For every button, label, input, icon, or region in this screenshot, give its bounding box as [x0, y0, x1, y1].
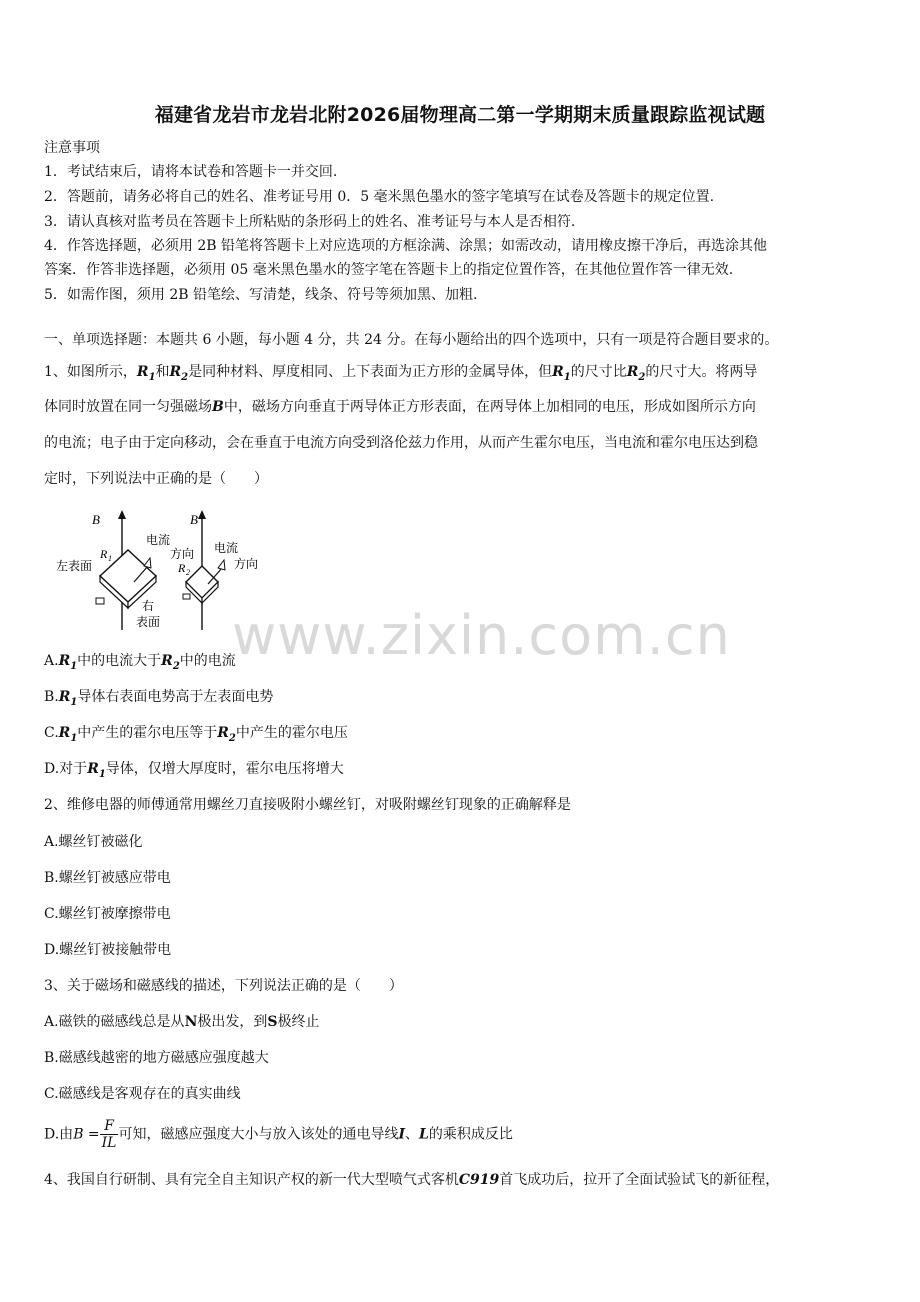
- notice-item: 1．考试结束后，请将本试卷和答题卡一并交回.: [44, 164, 338, 180]
- formula-lhs: B =: [73, 1126, 100, 1143]
- notice-heading: 注意事项: [44, 140, 100, 156]
- symbol-r1: $R_1$: [87, 761, 106, 780]
- q2-option-c: C.螺丝钉被摩擦带电: [44, 906, 171, 922]
- q1-text: 中，磁场方向垂直于两导体正方形表面，在两导体上加相同的电压，形成如图所示方向: [223, 399, 756, 415]
- q1-text: 和: [155, 364, 170, 380]
- label-surface: 表面: [136, 615, 161, 629]
- notice-item: 3．请认真核对监考员在答题卡上所粘贴的条形码上的姓名、准考证号与本人是否相符.: [44, 214, 576, 230]
- q1-text: 体同时放置在同一匀强磁场: [44, 399, 212, 415]
- q2-option-d: D.螺丝钉被接触带电: [44, 942, 172, 958]
- q1-option-a: $A.R_1$中的电流大于$R_2$中的电流: [44, 653, 236, 672]
- q3-option-c: C.磁感线是客观存在的真实曲线: [44, 1086, 241, 1102]
- label-direction: 方向: [234, 557, 259, 571]
- symbol-r1: $R_1$: [58, 689, 78, 708]
- notice-item: 4．作答选择题，必须用 2B 铅笔将答题卡上对应选项的方框涂满、涂黑；如需改动，请用橡皮擦干净后，再选涂其他: [44, 238, 767, 254]
- question-1-line: 的电流；电子由于定向移动，会在垂直于电流方向受到洛伦兹力作用，从而产生霍尔电压，当电流和霍尔电压达到稳: [44, 435, 758, 451]
- symbol-r1: $R_1$: [136, 364, 156, 383]
- question-1-line: [44, 397, 756, 417]
- symbol-r2: $R_2$: [626, 364, 646, 383]
- q1-text: 是同种材料、厚度相同、上下表面为正方形的金属导体，但: [188, 364, 553, 380]
- q3-option-a: A.磁铁的磁感线总是从N极出发，到S极终止: [44, 1014, 320, 1030]
- q3-option-d: D.由B = $\frac{F}{IL}$ 可知，磁感应强度大小与放入该处的通电导线I、L的乘积成反比: [44, 1118, 513, 1151]
- question-3-stem: 3、关于磁场和磁感线的描述，下列说法正确的是（ ）: [44, 978, 403, 994]
- symbol-r1: $R_1$: [58, 653, 78, 672]
- symbol-n: N: [184, 1014, 198, 1030]
- q3-option-b: B.磁感线越密的地方磁感应强度越大: [44, 1050, 269, 1066]
- q2-option-a: A.螺丝钉被磁化: [44, 834, 143, 850]
- symbol-i: I: [398, 1126, 406, 1143]
- label-current: 电流: [214, 541, 239, 555]
- symbol-r1: $R_1$: [58, 725, 78, 744]
- notice-item: 5．如需作图，须用 2B 铅笔绘、写清楚，线条、符号等须加黑、加粗.: [44, 287, 478, 303]
- symbol-b: B: [212, 399, 224, 415]
- question-2-stem: 2、维修电器的师傅通常用螺丝刀直接吸附小螺丝钉，对吸附螺丝钉现象的正确解释是: [44, 797, 571, 813]
- label-r1-sub: 1: [108, 554, 112, 563]
- section-heading: 一、单项选择题：本题共 6 小题，每小题 4 分，共 24 分。在每小题给出的四个选项中，只有一项是符合题目要求的。: [44, 332, 779, 348]
- label-left-surface: 左表面: [56, 559, 93, 573]
- label-r1: R: [100, 547, 108, 561]
- symbol-r2: $R_2$: [161, 653, 180, 672]
- symbol-s: S: [267, 1014, 278, 1030]
- question-1-line: [44, 362, 757, 388]
- symbol-r1: $R_1$: [552, 364, 571, 383]
- aircraft-model: C919: [458, 1172, 500, 1188]
- question-4-stem: 4、我国自行研制、具有完全自主知识产权的新一代大型喷气式客机C919首飞成功后，拉开了全面试验试飞的新征程，: [44, 1172, 780, 1188]
- watermark: www.zixin.com.cn: [232, 604, 731, 667]
- label-b-left: B: [92, 512, 100, 527]
- question-1-line: 定时，下列说法中正确的是（ ）: [44, 471, 268, 487]
- notice-item: 答案．作答非选择题，必须用 05 毫米黑色墨水的签字笔在答题卡上的指定位置作答，在其他位置作答一律无效.: [44, 262, 734, 278]
- label-b-right: B: [190, 512, 198, 527]
- symbol-l: L: [419, 1126, 429, 1143]
- symbol-r2: $R_2$: [169, 364, 189, 383]
- q1-option-c: $C.R_1$中产生的霍尔电压等于$R_2$中产生的霍尔电压: [44, 725, 348, 744]
- label-right: 右: [142, 599, 155, 613]
- label-direction: 方向: [170, 547, 195, 561]
- q1-option-d: D.对于$R_1$导体，仅增大厚度时，霍尔电压将增大: [44, 761, 344, 780]
- q1-text: 的尺寸比: [570, 364, 627, 380]
- page-title: 福建省龙岩市龙岩北附2026届物理高二第一学期期末质量跟踪监视试题: [154, 104, 766, 126]
- label-r2-sub: 2: [186, 568, 190, 577]
- q1-text: 的尺寸大。将两导: [645, 364, 758, 380]
- formula-fraction: $\frac{F}{IL}$: [101, 1118, 117, 1151]
- label-r2: R: [178, 561, 186, 575]
- label-current: 电流: [146, 533, 171, 547]
- q1-option-b: $B.R_1$导体右表面电势高于左表面电势: [44, 689, 274, 708]
- notice-item: 2．答题前，请务必将自己的姓名、准考证号用 0．5 毫米黑色墨水的签字笔填写在试卷及答题卡的规定位置.: [44, 189, 715, 205]
- q2-option-b: B.螺丝钉被感应带电: [44, 870, 171, 886]
- q1-text: 1、如图所示，: [44, 364, 137, 380]
- symbol-r2: $R_2$: [217, 725, 236, 744]
